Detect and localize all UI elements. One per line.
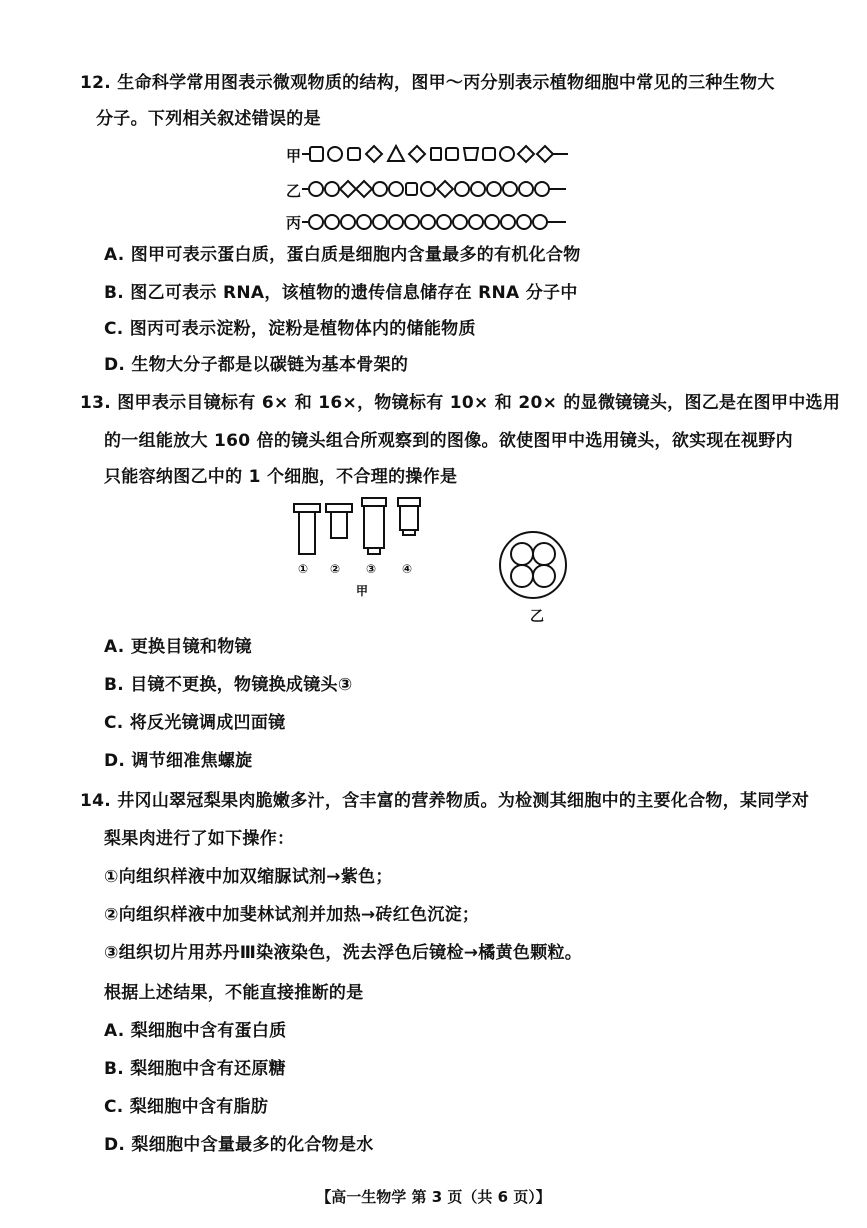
q14-option-b: B. 梨细胞中含有还原糖 [104,1059,286,1079]
q12-stem-line2: 分子。下列相关叙述错误的是 [96,109,321,129]
q14-option-d: D. 梨细胞中含量最多的化合物是水 [104,1135,374,1155]
q12-option-d: D. 生物大分子都是以碳链为基本骨架的 [104,355,409,375]
q14-stem-line1: 14. 井冈山翠冠梨果肉脆嫩多汁，含丰富的营养物质。为检测其细胞中的主要化合物，某同学对 [80,791,810,811]
q13-option-d: D. 调节细准焦螺旋 [104,751,253,771]
q14-stem-line2: 梨果肉进行了如下操作： [104,829,295,849]
q12-stem-line1: 12. 生命科学常用图表示微观物质的结构，图甲～丙分别表示植物细胞中常见的三种生物大 [80,73,775,93]
fig-yi-label: 乙 [530,609,544,625]
chain-label-jia: 甲 [286,147,302,165]
q12-option-a: A. 图甲可表示蛋白质，蛋白质是细胞内含量最多的有机化合物 [104,245,581,265]
lens-label-2: ② [330,562,341,576]
lens-label-3: ③ [366,562,377,576]
lens-label-1: ① [298,562,309,576]
q14-prompt: 根据上述结果，不能直接推断的是 [104,983,364,1003]
field-of-view-figure [498,530,568,600]
fig-jia-label: 甲 [356,584,369,598]
q12-option-b: B. 图乙可表示 RNA，该植物的遗传信息储存在 RNA 分子中 [104,283,578,303]
chain-label-bing: 丙 [286,214,302,232]
q13-option-b: B. 目镜不更换，物镜换成镜头③ [104,675,353,695]
q12-option-c: C. 图丙可表示淀粉，淀粉是植物体内的储能物质 [104,319,476,339]
q13-option-c: C. 将反光镜调成凹面镜 [104,713,286,733]
q14-option-c: C. 梨细胞中含有脂肪 [104,1097,269,1117]
q14-step-3: ③组织切片用苏丹Ⅲ染液染色，洗去浮色后镜检→橘黄色颗粒。 [104,943,583,963]
lens-label-4: ④ [402,562,413,576]
q14-option-a: A. 梨细胞中含有蛋白质 [104,1021,287,1041]
page-footer: 【高一生物学 第 3 页（共 6 页）】 [316,1188,551,1206]
q13-stem-line1: 13. 图甲表示目镜标有 6× 和 16×，物镜标有 10× 和 20× 的显微镜镜头，图乙是在图甲中选用 [80,393,841,413]
q14-step-2: ②向组织样液中加斐林试剂并加热→砖红色沉淀； [104,905,480,925]
q13-stem-line2: 的一组能放大 160 倍的镜头组合所观察到的图像。欲使图甲中选用镜头，欲实现在视野内 [104,431,793,451]
monomer-chains-diagram [300,142,580,232]
q13-stem-line3: 只能容纳图乙中的 1 个细胞，不合理的操作是 [104,467,458,487]
q13-option-a: A. 更换目镜和物镜 [104,637,252,657]
chain-label-yi: 乙 [286,182,302,200]
q14-step-1: ①向组织样液中加双缩脲试剂→紫色； [104,867,393,887]
